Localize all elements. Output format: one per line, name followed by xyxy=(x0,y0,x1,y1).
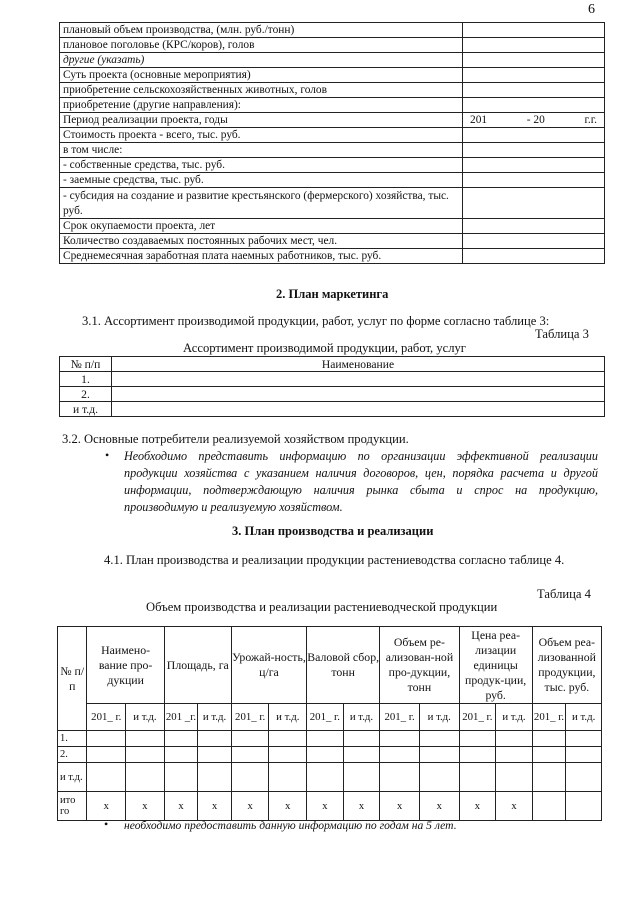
value-cell xyxy=(463,173,605,188)
subheader-etc: и т.д. xyxy=(198,704,232,731)
assortment-table xyxy=(59,356,605,417)
x-mark: x xyxy=(231,792,269,821)
period-cell xyxy=(463,113,605,128)
subheader-etc: и т.д. xyxy=(419,704,459,731)
x-mark: x xyxy=(87,792,126,821)
table-row xyxy=(60,38,605,53)
section-heading-marketing: 2. План маркетинга xyxy=(276,287,389,301)
table-row xyxy=(58,731,602,747)
table-row xyxy=(60,143,605,158)
table-label-3: Таблица 3 xyxy=(535,327,589,341)
row-number: 2. xyxy=(60,387,112,402)
table-row xyxy=(60,128,605,143)
table-row xyxy=(60,98,605,113)
table-cell: в том числе: xyxy=(60,143,463,158)
value-cell xyxy=(463,38,605,53)
empty-cell xyxy=(532,792,566,821)
table-cell: - собственные средства, тыс. руб. xyxy=(60,158,463,173)
table-row xyxy=(58,747,602,763)
table-cell: Период реализации проекта, годы xyxy=(60,113,463,128)
value-cell xyxy=(463,83,605,98)
row-number: и т.д. xyxy=(58,763,87,792)
value-cell xyxy=(463,143,605,158)
subheader-etc: и т.д. xyxy=(126,704,165,731)
table-title-4: Объем производства и реализации растениеводческой продукции xyxy=(146,600,498,614)
table-row xyxy=(60,83,605,98)
row-number: 2. xyxy=(58,747,87,763)
subheader-year: 201_ г. xyxy=(87,704,126,731)
section-heading-production: 3. План производства и реализации xyxy=(232,524,434,538)
column-header-number: № п/п xyxy=(58,627,87,731)
x-mark: x xyxy=(164,792,198,821)
table-row xyxy=(58,763,602,792)
bullet-text: Необходимо представить информацию по организации эффективной реализации продукции хозяйства с указанием наличия договоров, цен, порядка расчета и другой информации, подтверждающую наличия рынка сбыта и спрос на продукцию, производимую и реализуемую хозяйством. xyxy=(124,449,598,514)
value-cell xyxy=(463,68,605,83)
period-to: - 20 xyxy=(526,114,545,126)
table-row xyxy=(60,402,605,417)
table-row xyxy=(60,387,605,402)
table-row xyxy=(60,68,605,83)
value-cell xyxy=(463,219,605,234)
period-unit: г.г. xyxy=(584,114,597,126)
table-row xyxy=(60,113,605,128)
table-cell: приобретение сельскохозяйственных животных, голов xyxy=(60,83,463,98)
column-header: Наименование xyxy=(112,357,605,372)
value-cell xyxy=(463,249,605,264)
table-title-3: Ассортимент производимой продукции, работ, услуг xyxy=(183,341,466,355)
x-mark: x xyxy=(380,792,420,821)
paragraph-3-1: 3.1. Ассортимент производимой продукции, работ, услуг по форме согласно таблице 3: xyxy=(82,314,550,328)
table-row xyxy=(60,158,605,173)
table-label-4: Таблица 4 xyxy=(537,587,591,601)
table-cell: - заемные средства, тыс. руб. xyxy=(60,173,463,188)
name-cell xyxy=(112,372,605,387)
paragraph-3-2: 3.2. Основные потребители реализуемой хозяйством продукции. xyxy=(62,432,409,446)
value-cell xyxy=(463,234,605,249)
value-cell xyxy=(463,53,605,68)
table-row xyxy=(60,53,605,68)
value-cell xyxy=(463,98,605,113)
table-subheader-row xyxy=(58,704,602,731)
bullet-icon: • xyxy=(105,448,110,462)
column-header: № п/п xyxy=(60,357,112,372)
empty-cell xyxy=(566,792,602,821)
subheader-etc: и т.д. xyxy=(566,704,602,731)
table-cell: Среднемесячная заработная плата наемных работников, тыс. руб. xyxy=(60,249,463,264)
table-cell: Суть проекта (основные мероприятия) xyxy=(60,68,463,83)
value-cell xyxy=(463,188,605,219)
table-cell: приобретение (другие направления): xyxy=(60,98,463,113)
subheader-year: 201_ г. xyxy=(380,704,420,731)
table-cell: - субсидия на создание и развитие крестьянского (фермерского) хозяйства, тыс. руб. xyxy=(60,188,463,219)
table-row xyxy=(60,188,605,219)
project-summary-table xyxy=(59,22,605,264)
subheader-etc: и т.д. xyxy=(496,704,533,731)
production-table xyxy=(57,626,602,821)
bullet-icon: • xyxy=(104,817,109,831)
column-header: Наимено-вание про-дукции xyxy=(87,627,164,704)
table-row xyxy=(60,173,605,188)
table-cell: другие (указать) xyxy=(60,53,463,68)
x-mark: x xyxy=(198,792,232,821)
name-cell xyxy=(112,387,605,402)
subheader-year: 201_ г. xyxy=(231,704,269,731)
x-mark: x xyxy=(126,792,165,821)
x-mark: x xyxy=(496,792,533,821)
x-mark: x xyxy=(419,792,459,821)
subheader-etc: и т.д. xyxy=(343,704,380,731)
table-cell: Срок окупаемости проекта, лет xyxy=(60,219,463,234)
subheader-year: 201 _г. xyxy=(164,704,198,731)
x-mark: x xyxy=(307,792,344,821)
x-mark: x xyxy=(343,792,380,821)
period-from: 201 xyxy=(470,114,488,126)
table-cell: плановый объем производства, (млн. руб./тонн) xyxy=(60,23,463,38)
footnote-text: необходимо предоставить данную информацию по годам на 5 лет. xyxy=(124,819,457,832)
subheader-year: 201_ г. xyxy=(532,704,566,731)
table-cell: плановое поголовье (КРС/коров), голов xyxy=(60,38,463,53)
name-cell xyxy=(112,402,605,417)
value-cell xyxy=(463,128,605,143)
row-number: 1. xyxy=(58,731,87,747)
paragraph-4-1: 4.1. План производства и реализации продукции растениеводства согласно таблице 4. xyxy=(104,553,565,567)
table-row xyxy=(60,23,605,38)
table-row xyxy=(60,234,605,249)
table-cell: Стоимость проекта - всего, тыс. руб. xyxy=(60,128,463,143)
table-cell: Количество создаваемых постоянных рабочих мест, чел. xyxy=(60,234,463,249)
value-cell xyxy=(463,158,605,173)
row-number: и т.д. xyxy=(60,402,112,417)
x-mark: x xyxy=(269,792,307,821)
row-number: 1. xyxy=(60,372,112,387)
column-header: Урожай-ность, ц/га xyxy=(231,627,306,704)
subheader-etc: и т.д. xyxy=(269,704,307,731)
table-row xyxy=(60,372,605,387)
page-number: 6 xyxy=(588,2,595,17)
column-header: Площадь, га xyxy=(164,627,231,704)
table-header-row xyxy=(58,627,602,704)
x-mark: x xyxy=(459,792,496,821)
subheader-year: 201_ г. xyxy=(307,704,344,731)
column-header: Объем реа-лизованной продукции, тыс. руб. xyxy=(532,627,601,704)
table-row xyxy=(60,249,605,264)
column-header: Валовой сбор, тонн xyxy=(307,627,380,704)
subheader-year: 201_ г. xyxy=(459,704,496,731)
table-row xyxy=(60,219,605,234)
column-header: Цена реа-лизации единицы продук-ции, руб. xyxy=(459,627,532,704)
table-header-row xyxy=(60,357,605,372)
value-cell xyxy=(463,23,605,38)
total-label: ито го xyxy=(58,792,87,821)
column-header: Объем ре-ализован-ной про-дукции, тонн xyxy=(380,627,459,704)
